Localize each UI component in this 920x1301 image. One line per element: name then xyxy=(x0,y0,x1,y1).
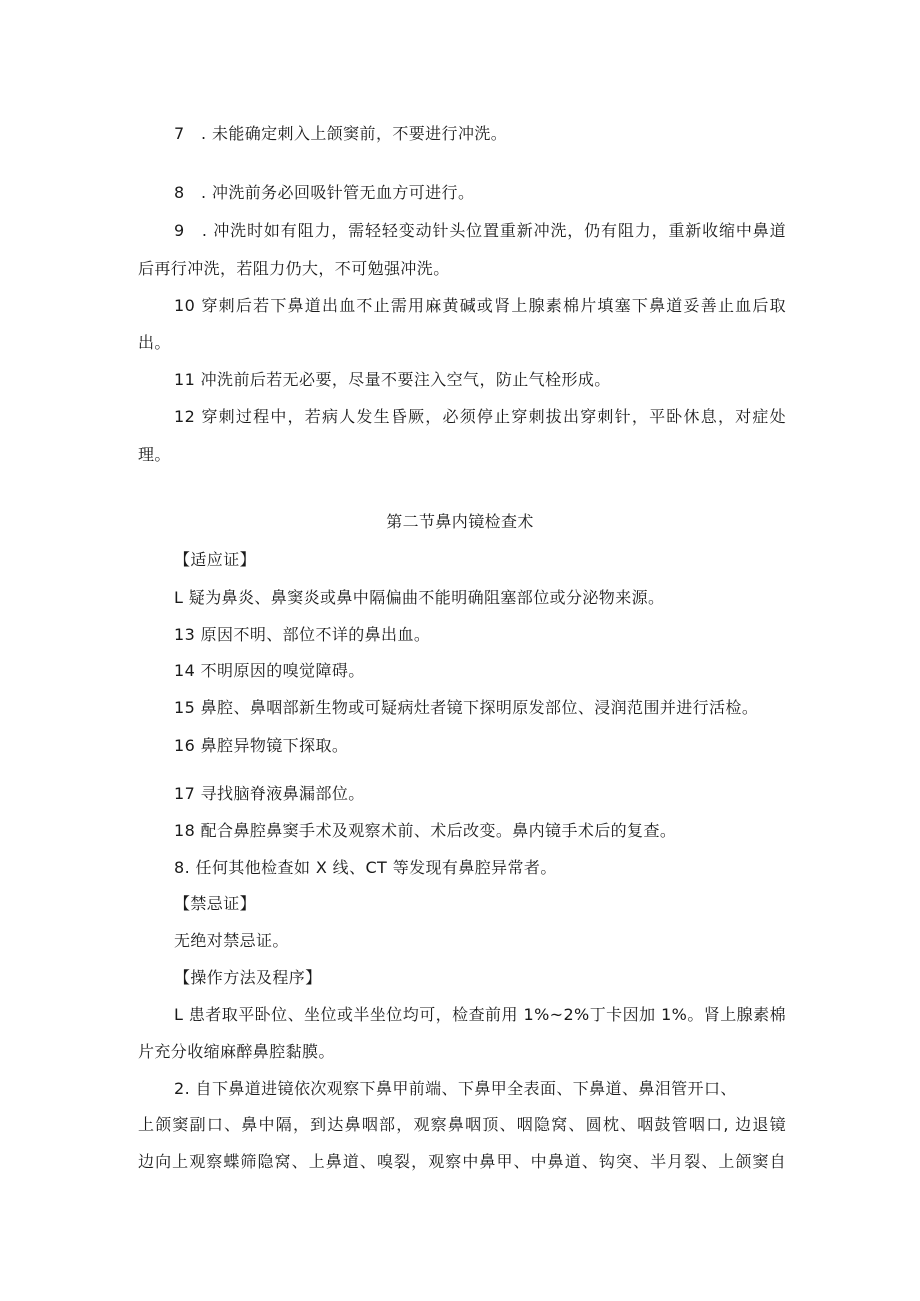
section-heading: 【操作方法及程序】 xyxy=(174,968,322,987)
list-item: 8. 任何其他检查如 X 线、CT 等发现有鼻腔异常者。 xyxy=(174,858,557,877)
text-line: L 患者取平卧位、坐位或半坐位均可，检查前用 1%~2%丁卡因加 1%。肾上腺素棉 xyxy=(174,1005,786,1024)
list-item: L 疑为鼻炎、鼻窦炎或鼻中隔偏曲不能明确阻塞部位或分泌物来源。 xyxy=(174,588,665,607)
text-line: 后再行冲洗，若阻力仍大，不可勉强冲洗。 xyxy=(138,259,450,278)
text-line: 上颌窦副口、鼻中隔，到达鼻咽部，观察鼻咽顶、咽隐窝、圆枕、咽鼓管咽口, 边退镜 xyxy=(138,1115,786,1134)
text-line: 出。 xyxy=(138,333,171,352)
text-line: 8 . 冲洗前务必回吸针管无血方可进行。 xyxy=(174,183,475,202)
list-item: 13 原因不明、部位不详的鼻出血。 xyxy=(174,625,431,644)
text-line: 7 . 未能确定刺入上颌窦前，不要进行冲洗。 xyxy=(174,124,508,143)
text-line: 边向上观察蝶筛隐窝、上鼻道、嗅裂，观察中鼻甲、中鼻道、钩突、半月裂、上颌窦自 xyxy=(138,1152,786,1171)
section-heading: 【适应证】 xyxy=(174,550,257,569)
text-line: 12 穿刺过程中，若病人发生昏厥，必须停止穿刺拔出穿刺针，平卧休息，对症处 xyxy=(174,407,786,426)
text-line: 10 穿刺后若下鼻道出血不止需用麻黄碱或肾上腺素棉片填塞下鼻道妥善止血后取 xyxy=(174,296,786,315)
list-item: 17 寻找脑脊液鼻漏部位。 xyxy=(174,784,365,803)
section-heading: 【禁忌证】 xyxy=(174,894,257,913)
list-item: 14 不明原因的嗅觉障碍。 xyxy=(174,661,365,680)
list-item: 15 鼻腔、鼻咽部新生物或可疑病灶者镜下探明原发部位、浸润范围并进行活检。 xyxy=(174,698,759,717)
text-line: 无绝对禁忌证。 xyxy=(174,931,289,950)
text-line: 理。 xyxy=(138,445,171,464)
list-item: 18 配合鼻腔鼻窦手术及观察术前、术后改变。鼻内镜手术后的复查。 xyxy=(174,821,677,840)
section-title: 第二节鼻内镜检查术 xyxy=(386,512,534,531)
list-item: 16 鼻腔异物镜下探取。 xyxy=(174,736,349,755)
text-line: 9 . 冲洗时如有阻力，需轻轻变动针头位置重新冲洗，仍有阻力，重新收缩中鼻道 xyxy=(174,221,786,240)
text-line: 片充分收缩麻醉鼻腔黏膜。 xyxy=(138,1042,335,1061)
text-line: 2. 自下鼻道进镜依次观察下鼻甲前端、下鼻甲全表面、下鼻道、鼻泪管开口、 xyxy=(174,1079,737,1098)
text-line: 11 冲洗前后若无必要，尽量不要注入空气，防止气栓形成。 xyxy=(174,370,611,389)
